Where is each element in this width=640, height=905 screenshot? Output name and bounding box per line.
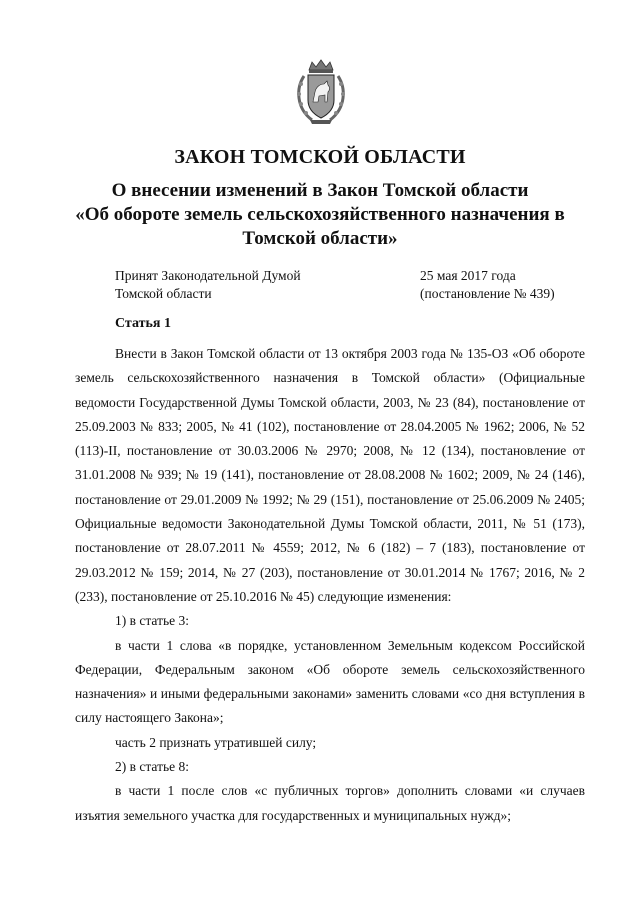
subtitle-line: Томской области» <box>242 228 398 249</box>
subtitle-line: «Об обороте земель сельскохозяйственного назначения в <box>75 204 565 225</box>
paragraph: Внести в Закон Томской области от 13 октября 2003 года № 135-ОЗ «Об обороте земель сельскохозяйственного назначения в Томской области» (Официальные ведомости Государственной Думы Томской области, 2003, № 23 (84), постановление от 25.09.2003 № 833; 2005, № 41 (102), постановление от 28.04.2005 № 1962; 2006, № 52 (113)-II, постановление от 30.03.2006 № 2970; 2008, № 12 (134), постановление от 31.01.2008 № 939; № 19 (141), постановление от 28.08.2008 № 1602; 2009, № 24 (146), постановление от 29.01.2009 № 1992; № 29 (151), постановление от 25.06.2009 № 2405; Официальные ведомости Законодательной Думы Томской области, 2011, № 51 (173), постановление от 28.07.2011 № 4559; 2012, № 6 (182) – 7 (183), постановление от 29.03.2012 № 159; 2014, № 27 (203), постановление от 30.01.2014 № 1767; 2016, № 2 (233), постановление от 25.10.2016 № 45) следующие изменения: <box>75 346 585 604</box>
article-body <box>75 342 585 828</box>
article-heading: Статья 1 <box>115 316 171 331</box>
adopted-by-line: Томской области <box>115 286 212 301</box>
adoption-date <box>420 267 555 303</box>
paragraph: 1) в статье 3: <box>115 613 189 629</box>
adopted-by <box>115 267 301 303</box>
paragraph: в части 1 слова «в порядке, установленном Земельным кодексом Российской Федерации, Федеральным законом «Об обороте земель сельскохозяйственного назначения» и иными федеральными законами» заменить словами «со дня вступления в силу настоящего Закона»; <box>75 637 585 726</box>
adoption-date-line: 25 мая 2017 года <box>420 268 516 283</box>
paragraph: часть 2 признать утратившей силу; <box>115 734 317 750</box>
law-title: ЗАКОН ТОМСКОЙ ОБЛАСТИ <box>174 146 466 168</box>
subtitle-line: О внесении изменений в Закон Томской области <box>111 180 529 201</box>
adopted-by-line: Принят Законодательной Думой <box>115 268 301 283</box>
paragraph: в части 1 после слов «с публичных торгов» дополнить словами «и случаев изъятия земельного участка для государственных и муниципальных нужд»; <box>75 783 585 823</box>
coat-of-arms-emblem <box>292 58 350 128</box>
resolution-number: (постановление № 439) <box>420 286 555 301</box>
paragraph: 2) в статье 8: <box>115 759 189 775</box>
law-subtitle <box>60 179 580 251</box>
